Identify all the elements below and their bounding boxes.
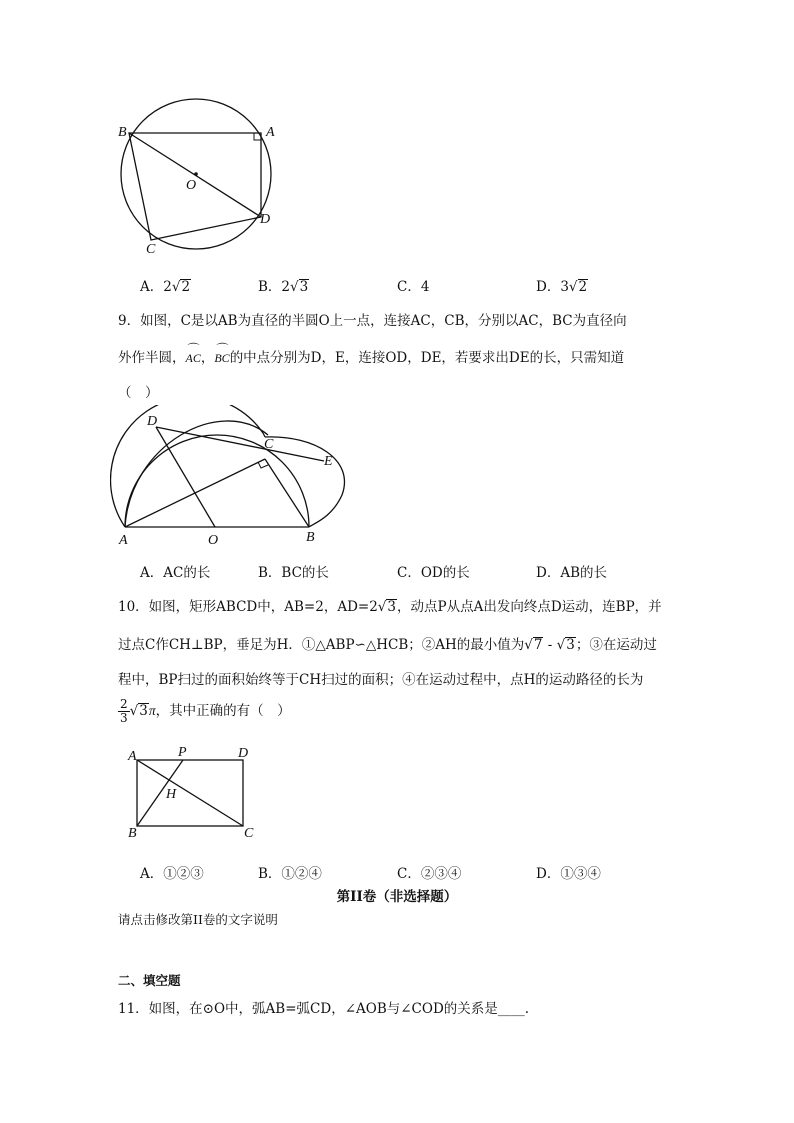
q10-label-D: D [238,746,249,761]
q10-line2-minus: - [543,637,557,653]
q9-option-a[interactable]: A．AC的长 [140,565,211,581]
q8-option-a-label: A． [140,279,164,295]
q8-option-a-rad: 2 [181,279,191,295]
section2-heading: 二、填空题 [118,973,181,988]
q8-option-d-rad: 2 [578,279,588,295]
q9-label-E: E [324,454,333,469]
q9-label-D: D [147,414,158,429]
q8-option-b[interactable]: B．2√3 [258,279,309,295]
q8-option-c-value: 4 [420,279,430,295]
q10-line2: 过点C作CH⊥BP，垂足为H．①△ABP∽△HCB；②AH的最小值为√7 - √3；③在运动过 [118,637,657,653]
q8-option-d-label: D． [536,279,561,295]
q10-line1-pre: 10．如图，矩形ABCD中，AB=2，AD=2 [118,599,378,615]
q8-label-B: B [118,125,127,140]
q10-label-C: C [244,826,254,841]
q10-line1: 10．如图，矩形ABCD中，AB=2，AD=2√3，动点P从点A出发向终点D运动，连BP，并 [118,599,662,615]
q9-semicircle-ac [111,405,265,527]
q8-option-c-label: C． [397,279,421,295]
q9-label-B: B [306,530,315,545]
q8-label-O: O [186,178,197,193]
q10-label-B: B [128,826,137,841]
q8-option-c[interactable] [397,275,429,295]
q9-option-b[interactable]: B．BC的长 [258,565,329,581]
q10-figure [120,740,270,845]
q9-sep: ， [200,350,215,366]
q9-line3: （ ） [118,385,159,401]
q10-fraction-num: 2 [120,697,128,711]
q8-option-a-coef: 2 [163,279,172,295]
q9-arc-ac: ⌒ AC [186,349,201,367]
q9-label-A: A [119,533,128,548]
q10-line1-post: ，动点P从点A出发向终点D运动，连BP，并 [397,599,662,615]
q9-segment-de [156,427,324,461]
q10-line4-rad: 3 [139,703,148,719]
q10-line1-rad: 3 [387,599,396,615]
q10-diagonal-ac [137,760,243,826]
q8-option-a[interactable]: A．2√2 [140,279,191,295]
q8-option-b-label: B． [258,279,282,295]
q9-line2 [118,349,624,367]
q9-right-angle-mark [258,462,268,468]
q10-option-a[interactable]: A．①②③ [140,866,204,882]
q8-option-d-coef: 3 [560,279,569,295]
q8-label-A: A [266,125,275,140]
section2-title: 第II卷（非选择题） [336,889,458,905]
q10-line3: 程中，BP扫过的面积始终等于CH扫过的面积；④在运动过程中，点H的运动路径的长为 [118,672,644,688]
q9-segment-od [156,427,215,527]
q9-semicircle-bc [265,437,344,527]
q8-option-d[interactable]: D．3√2 [536,279,588,295]
q10-fraction [118,698,130,725]
q10-line2-pre: 过点C作CH⊥BP，垂足为H．①△ABP∽△HCB；②AH的最小值为 [118,637,525,653]
q9-line2-pre: 外作半圆， [118,350,186,366]
q10-pi: π [148,703,156,718]
q9-line1: 9．如图，C是以AB为直径的半圆O上一点，连接AC，CB，分别以AC，BC为直径向 [118,313,627,329]
q10-line2-post: ；③在运动过 [575,637,657,653]
q10-option-b[interactable]: B．①②④ [258,866,322,882]
q8-label-D: D [260,212,271,227]
q9-label-O: O [208,533,219,548]
q10-label-H: H [166,787,177,802]
section2-note[interactable]: 请点击修改第II卷的文字说明 [118,912,278,927]
q9-arc-bc: ⌒ BC [214,349,229,367]
q10-option-d[interactable]: D．①③④ [536,866,601,882]
q8-label-C: C [146,242,156,257]
q10-line4-post: ，其中正确的有（ ） [155,703,291,719]
q10-line2-r1: 7 [533,637,543,653]
q9-line2-post: 的中点分别为D，E，连接OD，DE，若要求出DE的长，只需知道 [229,350,625,366]
q11-text: 11．如图，在⊙O中，弧AB=弧CD，∠AOB与∠COD的关系是____. [118,1001,530,1017]
q8-figure [110,90,300,260]
q10-line2-r2: 3 [566,637,575,653]
q10-label-P: P [178,745,187,760]
q10-fraction-den: 3 [120,711,128,725]
q8-option-b-coef: 2 [281,279,291,295]
q9-figure [110,405,360,550]
q8-option-b-rad: 3 [299,279,309,295]
q10-line4: $\frac{2}{3}$ √3π，其中正确的有（ ） [120,697,291,725]
q10-option-c[interactable]: C．②③④ [397,866,462,882]
q10-label-A: A [128,749,137,764]
q9-label-C: C [264,437,274,452]
q8-center-point [194,172,198,176]
q9-option-d[interactable]: D．AB的长 [536,565,607,581]
q9-option-c[interactable]: C．OD的长 [397,565,470,581]
